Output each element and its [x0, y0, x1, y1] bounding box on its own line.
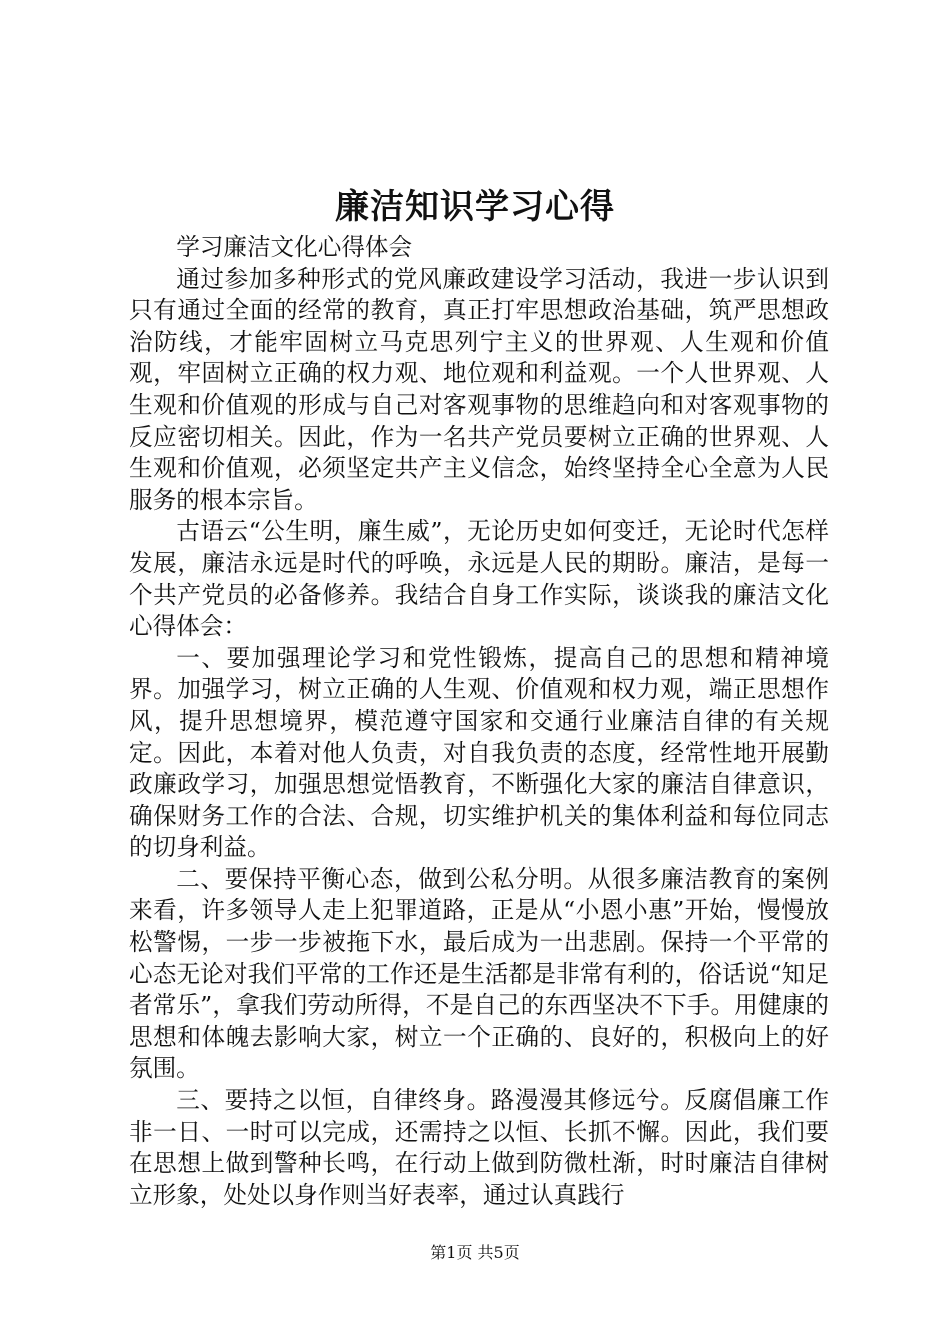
page-number-footer: 第1页 共5页 — [430, 1243, 520, 1262]
document-title: 廉洁知识学习心得 — [335, 187, 615, 227]
paragraph-subtitle: 学习廉洁文化心得体会 — [176, 233, 413, 261]
paragraph: 三、要持之以恒，自律终身。路漫漫其修远兮。反腐倡廉工作非一日、一时可以完成，还需持之以恒、长抓不懈。因此，我们要在思想上做到警种长鸣，在行动上做到防微杜渐，时时廉洁自律树立形象，处处以身作则当好表率，通过认真践行 — [129, 1086, 829, 1209]
paragraph: 一、要加强理论学习和党性锻炼，提高自己的思想和精神境界。加强学习，树立正确的人生观、价值观和权力观，端正思想作风，提升思想境界，模范遵守国家和交通行业廉洁自律的有关规定。因此，本着对他人负责，对自我负责的态度，经常性地开展勤政廉政学习，加强思想觉悟教育，不断强化大家的廉洁自律意识，确保财务工作的合法、合规，切实维护机关的集体利益和每位同志的切身利益。 — [129, 643, 829, 862]
paragraph: 古语云“公生明，廉生威”，无论历史如何变迁，无论时代怎样发展，廉洁永远是时代的呼唤，永远是人民的期盼。廉洁，是每一个共产党员的必备修养。我结合自身工作实际，谈谈我的廉洁文化心得体会： — [129, 517, 829, 641]
paragraph: 二、要保持平衡心态，做到公私分明。从很多廉洁教育的案例来看，许多领导人走上犯罪道路，正是从“小恩小惠”开始，慢慢放松警惕，一步一步被拖下水，最后成为一出悲剧。保持一个平常的心态无论对我们平常的工作还是生活都是非常有利的，俗话说“知足者常乐”，拿我们劳动所得，不是自己的东西坚决不下手。用健康的思想和体魄去影响大家，树立一个正确的、良好的，积极向上的好氛围。 — [129, 864, 829, 1083]
paragraph: 通过参加多种形式的党风廉政建设学习活动，我进一步认识到只有通过全面的经常的教育，真正打牢思想政治基础，筑严思想政治防线，才能牢固树立马克思列宁主义的世界观、人生观和价值观，牢固树立正确的权力观、地位观和利益观。一个人世界观、人生观和价值观的形成与自己对客观事物的思维趋向和对客观事物的反应密切相关。因此，作为一名共产党员要树立正确的世界观、人生观和价值观，必须坚定共产主义信念，始终坚持全心全意为人民服务的根本宗旨。 — [129, 264, 829, 514]
document-body — [129, 232, 829, 1211]
